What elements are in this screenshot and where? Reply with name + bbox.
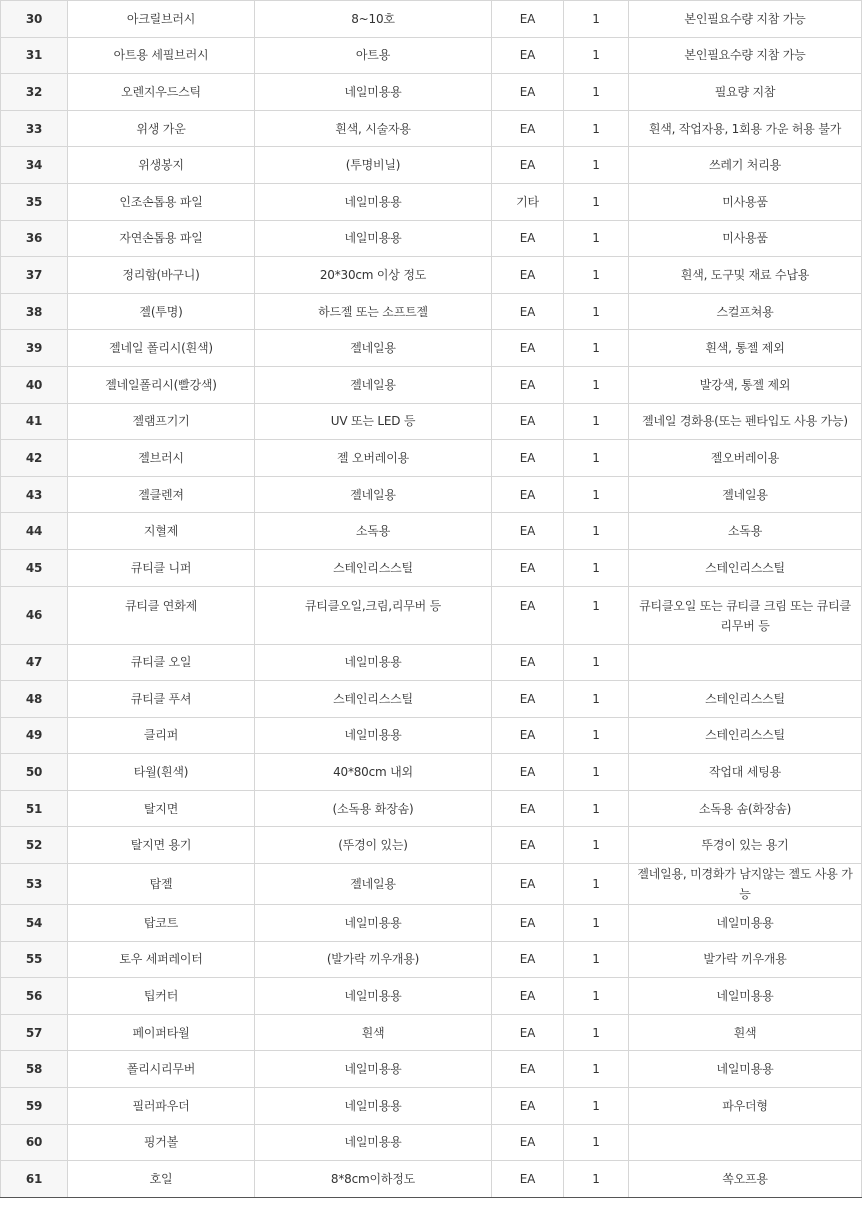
quantity-cell: 1 [564, 549, 629, 586]
unit-cell: EA [492, 366, 564, 403]
table-row [1, 74, 862, 111]
row-number-cell: 42 [1, 440, 68, 477]
item-name-cell: 호일 [68, 1161, 255, 1198]
item-spec-cell: 8~10호 [255, 1, 492, 38]
quantity-cell: 1 [564, 513, 629, 550]
quantity-cell: 1 [564, 476, 629, 513]
note-cell: 스컬프쳐용 [629, 293, 862, 330]
row-number-cell: 45 [1, 549, 68, 586]
note-cell: 스테인리스스틸 [629, 717, 862, 754]
table-row [1, 110, 862, 147]
note-cell: 흰색, 작업자용, 1회용 가운 허용 불가 [629, 110, 862, 147]
row-number-cell: 32 [1, 74, 68, 111]
item-name-cell: 위생봉지 [68, 147, 255, 184]
note-cell: 뚜경이 있는 용기 [629, 827, 862, 864]
unit-cell: EA [492, 681, 564, 718]
unit-cell: EA [492, 257, 564, 294]
unit-cell: EA [492, 293, 564, 330]
item-name-cell: 오렌지우드스틱 [68, 74, 255, 111]
item-spec-cell: 네일미용용 [255, 183, 492, 220]
row-number-cell: 31 [1, 37, 68, 74]
quantity-cell: 1 [564, 110, 629, 147]
note-cell: 필요량 지참 [629, 74, 862, 111]
unit-cell: EA [492, 1051, 564, 1088]
item-spec-cell: 40*80cm 내외 [255, 754, 492, 791]
row-number-cell: 40 [1, 366, 68, 403]
unit-cell: EA [492, 74, 564, 111]
item-name-cell: 탑젤 [68, 864, 255, 905]
item-spec-cell: (발가락 끼우개용) [255, 941, 492, 978]
quantity-cell: 1 [564, 681, 629, 718]
item-name-cell: 탈지면 용기 [68, 827, 255, 864]
unit-cell: EA [492, 717, 564, 754]
item-spec-cell: (뚜경이 있는) [255, 827, 492, 864]
row-number-cell: 41 [1, 403, 68, 440]
table-row [1, 586, 862, 644]
table-row [1, 183, 862, 220]
item-spec-cell: 젤 오버레이용 [255, 440, 492, 477]
row-number-cell: 61 [1, 1161, 68, 1198]
table-row [1, 1014, 862, 1051]
table-row [1, 754, 862, 791]
item-name-cell: 탈지면 [68, 790, 255, 827]
note-cell [629, 1124, 862, 1161]
item-spec-cell: 8*8cm이하정도 [255, 1161, 492, 1198]
note-cell: 흰색, 통젤 제외 [629, 330, 862, 367]
unit-cell: EA [492, 330, 564, 367]
item-spec-cell: 젤네일용 [255, 476, 492, 513]
item-spec-cell: 네일미용용 [255, 1088, 492, 1125]
note-cell: 스테인리스스틸 [629, 681, 862, 718]
quantity-cell: 1 [564, 440, 629, 477]
table-row [1, 476, 862, 513]
quantity-cell: 1 [564, 330, 629, 367]
item-spec-cell: 젤네일용 [255, 366, 492, 403]
quantity-cell: 1 [564, 403, 629, 440]
row-number-cell: 57 [1, 1014, 68, 1051]
quantity-cell: 1 [564, 1124, 629, 1161]
item-name-cell: 토우 세퍼레이터 [68, 941, 255, 978]
item-name-cell: 젤램프기기 [68, 403, 255, 440]
item-spec-cell: 아트용 [255, 37, 492, 74]
unit-cell: EA [492, 1124, 564, 1161]
note-cell: 발가락 끼우개용 [629, 941, 862, 978]
quantity-cell: 1 [564, 366, 629, 403]
quantity-cell: 1 [564, 1161, 629, 1198]
note-cell [629, 644, 862, 681]
note-cell: 흰색, 도구및 재료 수납용 [629, 257, 862, 294]
item-name-cell: 인조손톱용 파일 [68, 183, 255, 220]
table-row [1, 1088, 862, 1125]
item-name-cell: 아트용 세필브러시 [68, 37, 255, 74]
item-spec-cell: 20*30cm 이상 정도 [255, 257, 492, 294]
item-name-cell: 팁커터 [68, 978, 255, 1015]
item-name-cell: 탑코트 [68, 905, 255, 942]
quantity-cell: 1 [564, 586, 629, 644]
table-row [1, 827, 862, 864]
table-row [1, 905, 862, 942]
item-name-cell: 젤브러시 [68, 440, 255, 477]
item-spec-cell: 흰색, 시술자용 [255, 110, 492, 147]
note-cell: 젤네일용, 미경화가 남지않는 젤도 사용 가능 [629, 864, 862, 905]
item-spec-cell: 네일미용용 [255, 717, 492, 754]
note-cell: 젤네일 경화용(또는 펜타입도 사용 가능) [629, 403, 862, 440]
item-spec-cell: 젤네일용 [255, 330, 492, 367]
note-cell: 쏙오프용 [629, 1161, 862, 1198]
table-row [1, 549, 862, 586]
row-number-cell: 35 [1, 183, 68, 220]
item-spec-cell: 네일미용용 [255, 220, 492, 257]
item-name-cell: 정리함(바구니) [68, 257, 255, 294]
unit-cell: EA [492, 864, 564, 905]
quantity-cell: 1 [564, 717, 629, 754]
quantity-cell: 1 [564, 905, 629, 942]
item-spec-cell: 네일미용용 [255, 1051, 492, 1088]
table-row [1, 864, 862, 905]
quantity-cell: 1 [564, 941, 629, 978]
row-number-cell: 39 [1, 330, 68, 367]
note-cell: 발강색, 통젤 제외 [629, 366, 862, 403]
quantity-cell: 1 [564, 1051, 629, 1088]
item-name-cell: 큐티클 연화제 [68, 586, 255, 644]
row-number-cell: 38 [1, 293, 68, 330]
table-row [1, 1124, 862, 1161]
unit-cell: EA [492, 37, 564, 74]
unit-cell: EA [492, 403, 564, 440]
quantity-cell: 1 [564, 220, 629, 257]
quantity-cell: 1 [564, 790, 629, 827]
unit-cell: EA [492, 644, 564, 681]
item-name-cell: 자연손톱용 파일 [68, 220, 255, 257]
item-spec-cell: (소독용 화장솜) [255, 790, 492, 827]
unit-cell: EA [492, 827, 564, 864]
unit-cell: EA [492, 440, 564, 477]
item-name-cell: 폴리시리무버 [68, 1051, 255, 1088]
unit-cell: EA [492, 1, 564, 38]
row-number-cell: 56 [1, 978, 68, 1015]
note-cell: 소독용 [629, 513, 862, 550]
row-number-cell: 58 [1, 1051, 68, 1088]
note-cell: 본인필요수량 지참 가능 [629, 37, 862, 74]
table-row [1, 681, 862, 718]
item-spec-cell: 네일미용용 [255, 74, 492, 111]
unit-cell: EA [492, 220, 564, 257]
table-row [1, 1051, 862, 1088]
note-cell: 본인필요수량 지참 가능 [629, 1, 862, 38]
table-row [1, 978, 862, 1015]
item-spec-cell: 스테인리스스틸 [255, 549, 492, 586]
unit-cell: 기타 [492, 183, 564, 220]
note-cell: 미사용품 [629, 220, 862, 257]
item-name-cell: 젤네일폴리시(빨강색) [68, 366, 255, 403]
item-name-cell: 위생 가운 [68, 110, 255, 147]
quantity-cell: 1 [564, 644, 629, 681]
unit-cell: EA [492, 586, 564, 644]
table-row [1, 644, 862, 681]
note-cell: 네일미용용 [629, 1051, 862, 1088]
quantity-cell: 1 [564, 293, 629, 330]
table-row [1, 330, 862, 367]
table-row [1, 941, 862, 978]
unit-cell: EA [492, 905, 564, 942]
quantity-cell: 1 [564, 978, 629, 1015]
row-number-cell: 34 [1, 147, 68, 184]
quantity-cell: 1 [564, 183, 629, 220]
row-number-cell: 37 [1, 257, 68, 294]
item-name-cell: 클리퍼 [68, 717, 255, 754]
table-row [1, 37, 862, 74]
table-row [1, 513, 862, 550]
item-spec-cell: 네일미용용 [255, 978, 492, 1015]
item-name-cell: 젤클렌져 [68, 476, 255, 513]
item-name-cell: 큐티클 니퍼 [68, 549, 255, 586]
unit-cell: EA [492, 790, 564, 827]
unit-cell: EA [492, 1014, 564, 1051]
row-number-cell: 60 [1, 1124, 68, 1161]
note-cell: 미사용품 [629, 183, 862, 220]
item-spec-cell: 네일미용용 [255, 644, 492, 681]
item-spec-cell: 네일미용용 [255, 1124, 492, 1161]
unit-cell: EA [492, 754, 564, 791]
row-number-cell: 54 [1, 905, 68, 942]
row-number-cell: 55 [1, 941, 68, 978]
note-cell: 젤네일용 [629, 476, 862, 513]
table-row [1, 257, 862, 294]
item-name-cell: 아크릴브러시 [68, 1, 255, 38]
row-number-cell: 48 [1, 681, 68, 718]
unit-cell: EA [492, 941, 564, 978]
note-cell: 젤오버레이용 [629, 440, 862, 477]
table-row [1, 1, 862, 38]
unit-cell: EA [492, 1161, 564, 1198]
row-number-cell: 49 [1, 717, 68, 754]
unit-cell: EA [492, 147, 564, 184]
quantity-cell: 1 [564, 257, 629, 294]
item-name-cell: 젤(투명) [68, 293, 255, 330]
table-row [1, 220, 862, 257]
item-spec-cell: UV 또는 LED 등 [255, 403, 492, 440]
item-spec-cell: 큐티클오일,크림,리무버 등 [255, 586, 492, 644]
note-cell: 소독용 솜(화장솜) [629, 790, 862, 827]
row-number-cell: 52 [1, 827, 68, 864]
row-number-cell: 43 [1, 476, 68, 513]
item-spec-cell: 소독용 [255, 513, 492, 550]
table-row [1, 403, 862, 440]
note-cell: 작업대 세팅용 [629, 754, 862, 791]
item-spec-cell: 하드젤 또는 소프트젤 [255, 293, 492, 330]
quantity-cell: 1 [564, 754, 629, 791]
note-cell: 네일미용용 [629, 978, 862, 1015]
item-name-cell: 핑거볼 [68, 1124, 255, 1161]
note-cell: 네일미용용 [629, 905, 862, 942]
item-name-cell: 지혈제 [68, 513, 255, 550]
unit-cell: EA [492, 549, 564, 586]
quantity-cell: 1 [564, 1014, 629, 1051]
table-row [1, 1161, 862, 1198]
unit-cell: EA [492, 476, 564, 513]
table-row [1, 293, 862, 330]
unit-cell: EA [492, 513, 564, 550]
quantity-cell: 1 [564, 147, 629, 184]
item-name-cell: 타월(흰색) [68, 754, 255, 791]
row-number-cell: 53 [1, 864, 68, 905]
item-spec-cell: 흰색 [255, 1014, 492, 1051]
quantity-cell: 1 [564, 74, 629, 111]
note-cell: 쓰레기 처리용 [629, 147, 862, 184]
item-name-cell: 필러파우더 [68, 1088, 255, 1125]
quantity-cell: 1 [564, 1, 629, 38]
row-number-cell: 33 [1, 110, 68, 147]
table-row [1, 366, 862, 403]
item-name-cell: 큐티클 푸셔 [68, 681, 255, 718]
quantity-cell: 1 [564, 37, 629, 74]
note-cell: 파우더형 [629, 1088, 862, 1125]
note-cell: 흰색 [629, 1014, 862, 1051]
item-spec-cell: (투명비닐) [255, 147, 492, 184]
note-cell: 큐티클오일 또는 큐티클 크림 또는 큐티클리무버 등 [629, 586, 862, 644]
unit-cell: EA [492, 1088, 564, 1125]
table-body [1, 1, 862, 1198]
table-row [1, 790, 862, 827]
item-name-cell: 큐티클 오일 [68, 644, 255, 681]
row-number-cell: 30 [1, 1, 68, 38]
table-row [1, 147, 862, 184]
row-number-cell: 46 [1, 586, 68, 644]
item-spec-cell: 젤네일용 [255, 864, 492, 905]
note-cell: 스테인리스스틸 [629, 549, 862, 586]
row-number-cell: 44 [1, 513, 68, 550]
unit-cell: EA [492, 978, 564, 1015]
item-spec-cell: 네일미용용 [255, 905, 492, 942]
table-row [1, 440, 862, 477]
row-number-cell: 47 [1, 644, 68, 681]
quantity-cell: 1 [564, 827, 629, 864]
row-number-cell: 51 [1, 790, 68, 827]
row-number-cell: 36 [1, 220, 68, 257]
item-name-cell: 페이퍼타월 [68, 1014, 255, 1051]
quantity-cell: 1 [564, 864, 629, 905]
item-name-cell: 젤네일 폴리시(흰색) [68, 330, 255, 367]
unit-cell: EA [492, 110, 564, 147]
quantity-cell: 1 [564, 1088, 629, 1125]
item-spec-cell: 스테인리스스틸 [255, 681, 492, 718]
row-number-cell: 50 [1, 754, 68, 791]
table-row [1, 717, 862, 754]
row-number-cell: 59 [1, 1088, 68, 1125]
